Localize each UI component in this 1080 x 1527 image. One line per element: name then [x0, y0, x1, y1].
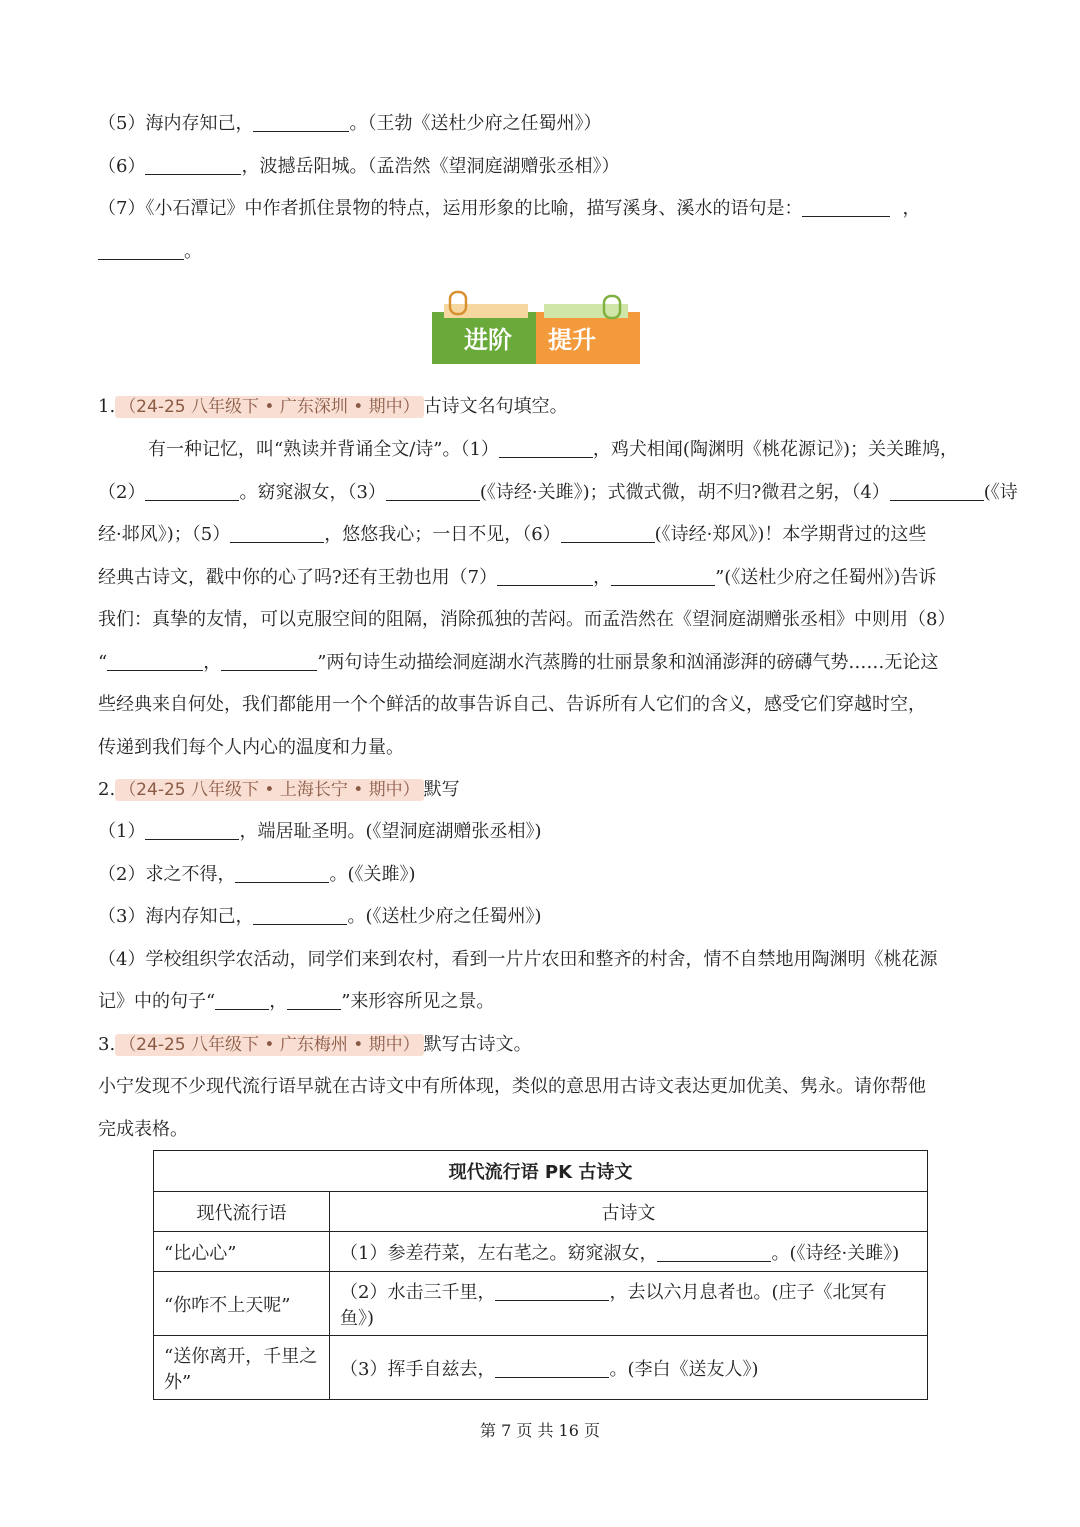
- q2-line: （1） ，端居耻圣明。(《望洞庭湖赠张丞相》): [98, 821, 542, 842]
- q2-line: 记》中的句子“ ， ”来形容所见之景。: [98, 991, 495, 1012]
- answer-blank[interactable]: [287, 991, 341, 1010]
- answer-blank[interactable]: [145, 482, 239, 501]
- table-row: [154, 1336, 928, 1400]
- top-q6: （6） ，波撼岳阳城。（孟浩然《望洞庭湖赠张丞相》）: [98, 156, 620, 177]
- q1-header: 1. （24-25 八年级下 • 广东深圳 • 期中） 古诗文名句填空。: [98, 396, 568, 417]
- answer-blank[interactable]: [497, 567, 593, 586]
- q2-line: （3）海内存知己， 。(《送杜少府之任蜀州》): [98, 906, 542, 927]
- q2-line: （4）学校组织学农活动，同学们来到农村，看到一片片农田和整齐的村舍，情不自禁地用陶渊明《桃花源: [98, 949, 938, 970]
- table-title: 现代流行语 PK 古诗文: [154, 1151, 928, 1192]
- q1-line: 经·邶风》)；（5） ，悠悠我心；一日不见，（6） (《诗经·郑风》)！本学期背过的这些: [98, 524, 927, 545]
- poem-cell: （1）参差荇菜，左右芼之。窈窕淑女， 。(《诗经·关雎》): [330, 1232, 928, 1272]
- q1-line: 有一种记忆，叫“熟读并背诵全文/诗”。（1） ，鸡犬相闻(陶渊明《桃花源记》)；关关雎鸠，: [148, 439, 958, 460]
- q1-line: 我们：真挚的友情，可以克服空间的阻隔，消除孤独的苦闷。而孟浩然在《望洞庭湖赠张丞相》中则用（8）: [98, 609, 956, 630]
- q3-header: 3. （24-25 八年级下 • 广东梅州 • 期中） 默写古诗文。: [98, 1034, 532, 1055]
- q3-line: 小宁发现不少现代流行语早就在古诗文中有所体现，类似的意思用古诗文表达更加优美、隽永。请你帮他: [98, 1076, 926, 1097]
- answer-blank[interactable]: [802, 198, 890, 217]
- answer-blank[interactable]: [890, 482, 984, 501]
- q1-line: （2） 。窈窕淑女，（3） (《诗经·关雎》)；式微式微，胡不归?微君之躬，（4） (《诗: [98, 482, 1018, 503]
- modern-phrase: “比心心”: [154, 1232, 330, 1272]
- banner-left-text: 进阶: [464, 326, 512, 354]
- banner-tape: [444, 304, 528, 318]
- q2-header: 2. （24-25 八年级下 • 上海长宁 • 期中） 默写: [98, 779, 460, 800]
- q1-line: 传递到我们每个人内心的温度和力量。: [98, 737, 404, 758]
- comparison-table: [153, 1150, 928, 1400]
- answer-blank[interactable]: [253, 906, 347, 925]
- column-header: 古诗文: [330, 1192, 928, 1232]
- page-number: 第 7 页 共 16 页: [480, 1421, 600, 1440]
- answer-blank[interactable]: [221, 652, 317, 671]
- answer-blank[interactable]: [253, 113, 349, 132]
- banner-tape: [544, 304, 628, 318]
- banner-right-text: 提升: [548, 326, 596, 354]
- q1-line: “ ， ”两句诗生动描绘洞庭湖水汽蒸腾的壮丽景象和汹涌澎湃的磅礴气势……无论这: [98, 652, 939, 673]
- answer-blank[interactable]: [98, 241, 184, 260]
- modern-phrase: “送你离开，千里之外”: [154, 1336, 330, 1400]
- table-row: [154, 1272, 928, 1336]
- answer-blank[interactable]: [495, 1359, 609, 1378]
- answer-blank[interactable]: [386, 482, 480, 501]
- answer-blank[interactable]: [495, 1282, 609, 1301]
- answer-blank[interactable]: [215, 991, 269, 1010]
- answer-blank[interactable]: [145, 821, 239, 840]
- answer-blank[interactable]: [611, 567, 715, 586]
- source-tag: （24-25 八年级下 • 广东深圳 • 期中）: [115, 396, 423, 418]
- table-row: [154, 1232, 928, 1272]
- source-tag: （24-25 八年级下 • 上海长宁 • 期中）: [115, 779, 423, 801]
- q3-line: 完成表格。: [98, 1119, 188, 1140]
- top-q5: （5）海内存知己， 。（王勃《送杜少府之任蜀州》）: [98, 113, 602, 134]
- modern-phrase: “你咋不上天呢”: [154, 1272, 330, 1336]
- answer-blank[interactable]: [235, 864, 329, 883]
- answer-blank[interactable]: [499, 439, 593, 458]
- q1-line: 些经典来自何处，我们都能用一个个鲜活的故事告诉自己、告诉所有人它们的含义，感受它们穿越时空，: [98, 694, 926, 715]
- answer-blank[interactable]: [561, 524, 655, 543]
- poem-cell: （3）挥手自兹去， 。(李白《送友人》): [330, 1336, 928, 1400]
- answer-blank[interactable]: [657, 1243, 771, 1262]
- q1-line: 经典古诗文，戳中你的心了吗?还有王勃也用（7） ， ”(《送杜少府之任蜀州》)告诉: [98, 567, 937, 588]
- answer-blank[interactable]: [230, 524, 324, 543]
- answer-blank[interactable]: [107, 652, 203, 671]
- top-q7: （7）《小石潭记》中作者抓住景物的特点，运用形象的比喻，描写溪身、溪水的语句是： ，: [98, 198, 921, 219]
- top-q7-cont: 。: [98, 240, 202, 264]
- column-header: 现代流行语: [154, 1192, 330, 1232]
- q2-line: （2）求之不得， 。(《关雎》): [98, 864, 416, 885]
- answer-blank[interactable]: [145, 156, 241, 175]
- source-tag: （24-25 八年级下 • 广东梅州 • 期中）: [115, 1034, 423, 1056]
- advanced-banner: [432, 290, 640, 366]
- poem-cell: （2）水击三千里， ，去以六月息者也。(庄子《北冥有鱼》): [330, 1272, 928, 1336]
